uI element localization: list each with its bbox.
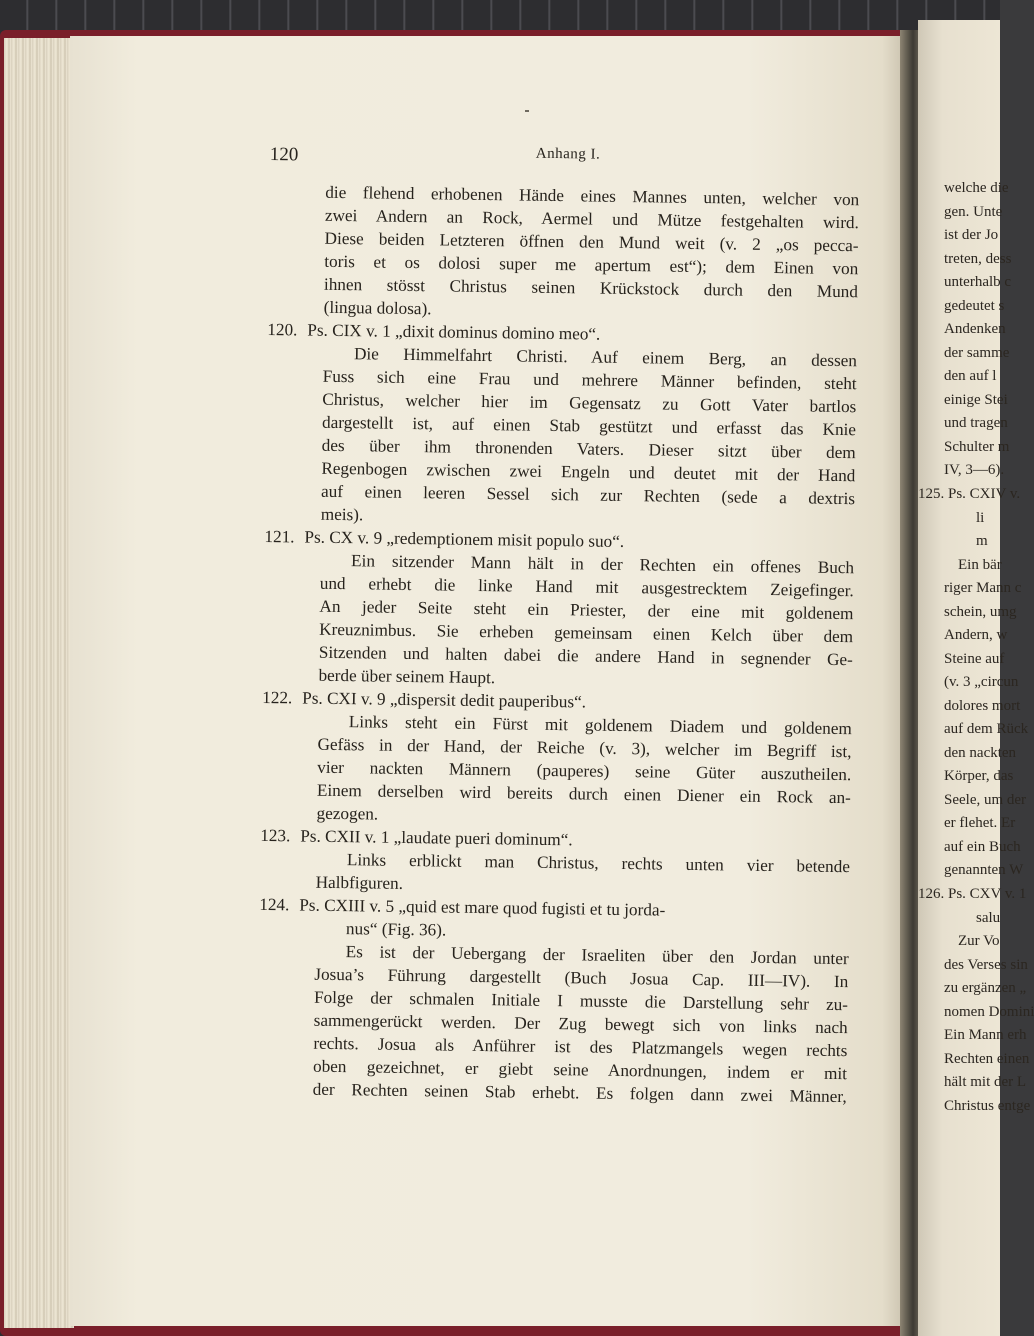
- line-text: dargestellt ist, auf einen Stab gestützt und erfasst das Knie: [321, 412, 857, 440]
- right-page-line: (v. 3 „circun: [944, 674, 1019, 690]
- right-page-line: riger Mann c: [944, 580, 1022, 596]
- right-page-line: Rechten einen: [944, 1050, 1030, 1067]
- right-page-line: 125. Ps. CXIV v.: [918, 486, 1021, 502]
- line-text: toris et os dolosi super me apertum est“); dem Einen von: [324, 251, 859, 279]
- line-text: Links steht ein Fürst mit goldenem Diadem und goldenem: [348, 712, 852, 739]
- right-page-line: auf dem Rück: [944, 721, 1029, 737]
- page-edges: [4, 38, 74, 1328]
- line-text: sammengerückt werden. Der Zug bewegt sich von links nach: [313, 1010, 848, 1038]
- page-header: [269, 140, 860, 188]
- right-page-line: li: [976, 509, 985, 526]
- line-text: Ps. CIX v. 1 „dixit dominus domino meo“.: [307, 320, 601, 344]
- line-text: Josua’s Führung dargestellt (Buch Josua Cap. III—IV). In: [314, 964, 849, 992]
- line-text: Ps. CXI v. 9 „dispersit dedit pauperibus“.: [302, 688, 587, 712]
- right-page-line: Seele, um der: [944, 791, 1027, 808]
- entry-number: 121.: [264, 526, 295, 547]
- line-text: der Rechten seinen Stab erhebt. Es folgen dann zwei Männer,: [312, 1079, 847, 1107]
- line-text: des über ihm thronenden Vaters. Dieser sitzt über dem: [321, 435, 856, 463]
- page-number: 120: [269, 143, 299, 166]
- right-page-line: Steine auf: [944, 650, 1005, 667]
- right-page-line: genannten W: [944, 862, 1024, 878]
- right-page-line: der samme: [944, 344, 1010, 361]
- line-text: An jeder Seite steht ein Priester, der eine mit goldenem: [319, 596, 854, 624]
- right-page-line: Andern, w: [944, 627, 1008, 643]
- right-page-line: er flehet. Er: [944, 815, 1016, 831]
- running-head: Anhang I.: [535, 145, 601, 163]
- right-page-line: gedeutet s: [944, 297, 1005, 314]
- right-page-line: Schulter m: [944, 438, 1010, 455]
- line-text: berde über seinem Haupt.: [318, 665, 496, 688]
- line-text: ihnen stösst Christus seinen Krückstock durch den Mund: [323, 274, 859, 302]
- line-text: meis).: [320, 504, 364, 525]
- line-text: Christus, welcher hier im Gegensatz zu Gott Vater bartlos: [322, 389, 857, 417]
- right-page-line: Andenken: [944, 321, 1006, 337]
- text-lines: [257, 180, 860, 1108]
- entry-number: 124.: [259, 894, 290, 915]
- line-text: die flehend erhobenen Hände eines Mannes unten, welcher von: [325, 182, 860, 210]
- right-page-line: hält mit der L: [944, 1074, 1027, 1090]
- line-text: vier nackten Männern (pauperes) seine Güter auszutheilen.: [317, 757, 852, 785]
- line-text: Gefäss in der Hand, der Reiche (v. 3), welcher im Begriff ist,: [317, 734, 852, 762]
- line-text: auf einen leeren Sessel sich zur Rechten (sede a dextris: [320, 481, 856, 509]
- right-page-line: den nackten: [944, 744, 1017, 761]
- right-page-line: Ein bär: [958, 556, 1002, 573]
- line-text: gezogen.: [316, 803, 379, 824]
- right-page-line: Zur Vo: [958, 933, 1000, 949]
- line-text: Sitzenden und halten dabei die andere Hand in segnender Ge-: [318, 642, 853, 670]
- right-page: [918, 20, 1034, 1336]
- right-page-line: salu: [976, 909, 1001, 926]
- right-page-line: schein, umg: [944, 603, 1017, 620]
- right-page-line: nomen Domini: [944, 1003, 1034, 1020]
- right-page-line: Körper, das: [944, 768, 1014, 784]
- line-text: Ps. CX v. 9 „redemptionem misit populo suo“.: [304, 527, 625, 551]
- line-text: und erhebt die linke Hand mit ausgestrecktem Zeigefinger.: [319, 573, 854, 601]
- line-text: Diese beiden Letzteren öffnen den Mund weit (v. 2 „os pecca-: [324, 228, 859, 256]
- right-page-line: zu ergänzen „: [944, 980, 1027, 996]
- right-page-line: gen. Unte: [944, 203, 1003, 220]
- line-text: Ps. CXIII v. 5 „quid est mare quod fugisti et tu jorda-: [299, 895, 666, 920]
- line-text: Regenbogen zwischen zwei Engeln und deutet mit der Hand: [321, 458, 856, 486]
- line-text: Folge der schmalen Initiale I musste die Darstellung sehr zu-: [313, 987, 849, 1015]
- line-text: Kreuznimbus. Sie erheben gemeinsam einen Kelch über dem: [319, 619, 854, 647]
- right-page-line: welche die: [944, 180, 1009, 196]
- line-text: Halbfiguren.: [315, 872, 404, 893]
- line-text: zwei Andern an Rock, Aermel und Mütze festgehalten wird.: [324, 205, 860, 233]
- right-page-line: Ein Mann erh: [944, 1027, 1027, 1043]
- line-text: Links erblickt man Christus, rechts unten vier betende: [346, 850, 851, 877]
- right-page-line: dolores mort: [944, 697, 1021, 714]
- right-page-line: m: [976, 533, 988, 549]
- line-text: Ein sitzender Mann hält in der Rechten ein offenes Buch: [351, 551, 855, 578]
- ink-speck: [525, 110, 529, 112]
- line-text: rechts. Josua als Anführer ist des Platzmangels wegen rechts: [313, 1033, 848, 1061]
- line-text: Die Himmelfahrt Christi. Auf einem Berg, an dessen: [353, 344, 858, 371]
- right-page-line: ist der Jo: [944, 227, 999, 243]
- right-page-line: IV, 3—6).: [944, 462, 1005, 478]
- right-page-line: auf ein Buch: [944, 838, 1021, 855]
- line-text: (lingua dolosa).: [323, 297, 432, 319]
- line-text: Fuss sich eine Frau und mehrere Männer befinden, steht: [322, 366, 857, 394]
- line-text: nus“ (Fig. 36).: [345, 919, 447, 940]
- line-text: oben gezeichnet, er giebt seine Anordnungen, indem er mit: [312, 1056, 848, 1084]
- right-page-line: treten, dess: [944, 250, 1012, 267]
- right-page-line: unterhalb c: [944, 274, 1012, 290]
- entry-number: 120.: [267, 319, 298, 340]
- page-text: [257, 140, 860, 1108]
- right-page-line: 126. Ps. CXV v. 1: [918, 886, 1027, 902]
- line-text: Einem derselben wird bereits durch einen Diener ein Rock an-: [316, 780, 852, 808]
- entry-number: 123.: [260, 825, 291, 846]
- right-page-line: den auf l: [944, 368, 997, 384]
- right-page-line: einige Stei: [944, 391, 1008, 408]
- right-page-line: und tragen: [944, 415, 1008, 431]
- line-text: Ps. CXII v. 1 „laudate pueri dominum“.: [300, 826, 573, 850]
- right-page-line: Christus entge: [944, 1097, 1031, 1114]
- right-page-line: des Verses sin: [944, 956, 1028, 973]
- entry-number: 122.: [262, 687, 293, 708]
- line-text: Es ist der Uebergang der Israeliten über den Jordan unter: [345, 942, 849, 969]
